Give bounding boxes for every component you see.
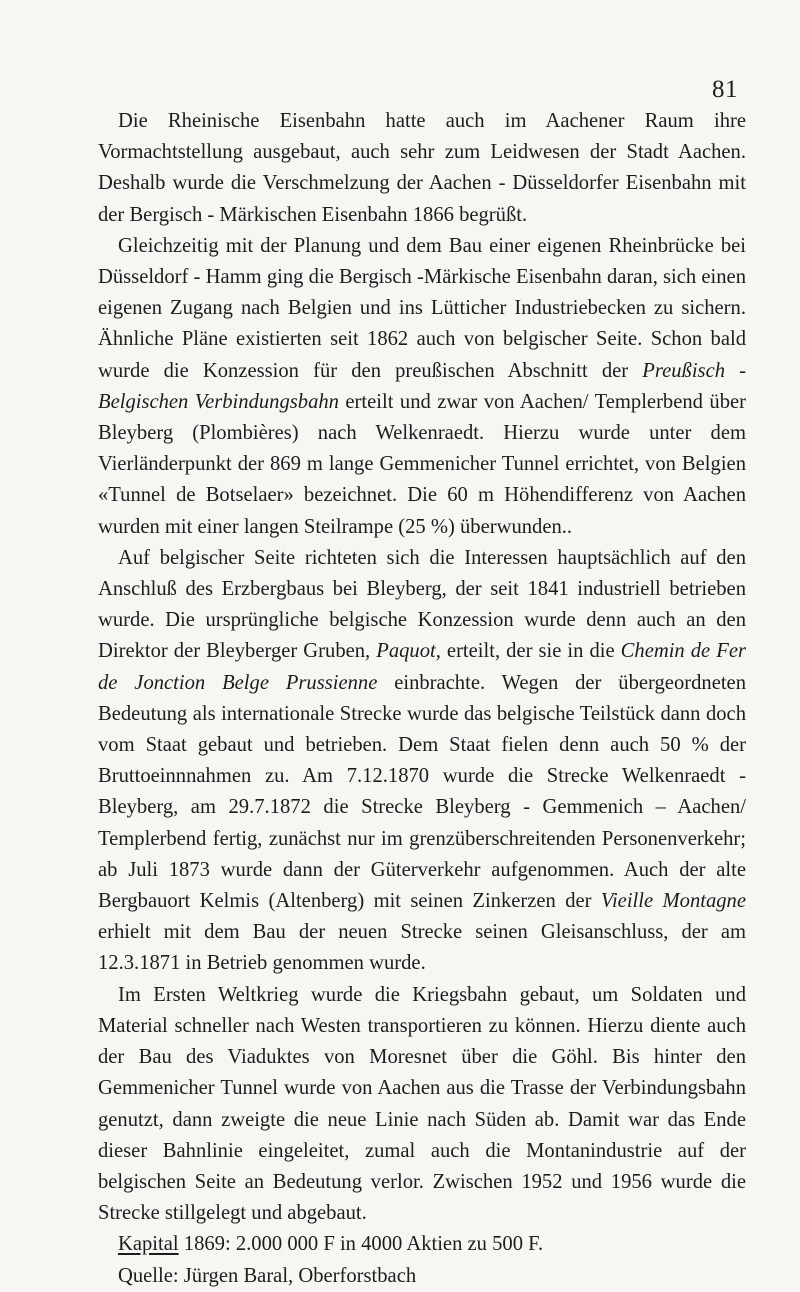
- capital-value: 1869: 2.000 000 F in 4000 Aktien zu 500 F.: [178, 1233, 544, 1256]
- text-run: erteilt, der sie in die: [440, 640, 621, 663]
- capital-label: Kapital: [118, 1233, 179, 1256]
- body-text: [98, 106, 746, 1292]
- italic-term: Vieille Montagne: [600, 890, 746, 913]
- text-run: Die Rheinische Eisenbahn hatte auch im Aachener Raum ihre Vormachtstellung ausgebaut, auch sehr zum Leidwesen der Stadt Aachen. Deshalb wurde die Verschmelzung der Aachen - Düsseldorfer Eisenbahn mit der Bergisch - Märkischen Eisenbahn 1866 begrüßt.: [98, 110, 746, 226]
- paragraph: [98, 980, 746, 1230]
- text-run: Im Ersten Weltkrieg wurde die Kriegsbahn gebaut, um Soldaten und Material schneller nach Westen transportieren zu können. Hierzu diente auch der Bau des Viaduktes von Moresnet über die Göhl. Bis hinter den Gemmenicher Tunnel wurde von Aachen aus die Trasse der Verbindungsbahn genutzt, dann zweigte die neue Linie nach Süden ab. Damit war das Ende dieser Bahnlinie eingeleitet, zumal auch die Montanindustrie auf der belgischen Seite an Bedeutung verlor. Zwischen 1952 und 1956 wurde die Strecke stillgelegt und abgebaut.: [98, 983, 746, 1225]
- text-run: Auf belgischer Seite richteten sich die Interessen hauptsächlich auf den Anschluß des Erzbergbaus bei Bleyberg, der seit 1841 industriell betrieben wurde. Die ursprüngliche belgische Konzession wurde denn auch an den Direktor der Bleyberger Gruben,: [98, 546, 746, 663]
- italic-term: Chemin de Fer de Jonction Belge Prussienne: [98, 640, 746, 694]
- italic-term: Preußisch - Belgischen Verbindungsbahn: [98, 359, 746, 413]
- text-run: einbrachte. Wegen der übergeordneten Bedeutung als internationale Strecke wurde das belgische Teilstück dann doch vom Staat gebaut und betrieben. Dem Staat fielen denn auch 50 % der Bruttoeinnnahmen zu. Am 7.12.1870 wurde die Strecke Welkenraedt - Bleyberg, am 29.7.1872 die Strecke Bleyberg - Gemmenich – Aachen/ Templerbend fertig, zunächst nur im grenzüberschreitenden Personenverkehr; ab Juli 1873 wurde dann der Güterverkehr aufgenommen. Auch der alte Bergbauort Kelmis (Altenberg) mit seinen Zinkerzen der: [98, 671, 746, 913]
- paragraph: [98, 231, 746, 543]
- italic-term: Paquot,: [376, 640, 441, 663]
- text-run: erteilt und zwar von Aachen/ Templerbend über Bleyberg (Plombières) nach Welkenraedt. Hierzu wurde unter dem Vierländerpunkt der 869 m lange Gemmenicher Tunnel errichtet, von Belgien «Tunnel de Botselaer» bezeichnet. Die 60 m Höhendifferenz von Aachen wurden mit einer langen Steilrampe (25 %) überwunden..: [98, 390, 746, 538]
- paragraph: [98, 543, 746, 980]
- text-run: Gleichzeitig mit der Planung und dem Bau einer eigenen Rheinbrücke bei Düsseldorf - Hamm ging die Bergisch -Märkische Eisenbahn daran, sich einen eigenen Zugang nach Belgien und ins Lütticher Industriebecken zu sichern. Ähnliche Pläne existierten seit 1862 auch von belgischer Seite. Schon bald wurde die Konzession für den preußischen Abschnitt der: [98, 234, 746, 382]
- source-line: Quelle: Jürgen Baral, Oberforstbach: [118, 1264, 417, 1287]
- capital-line: [98, 1229, 746, 1260]
- page-number: 81: [712, 76, 738, 103]
- paragraph: [98, 106, 746, 231]
- text-run: erhielt mit dem Bau der neuen Strecke seinen Gleisanschluss, der am 12.3.1871 in Betrieb genommen wurde.: [98, 921, 746, 975]
